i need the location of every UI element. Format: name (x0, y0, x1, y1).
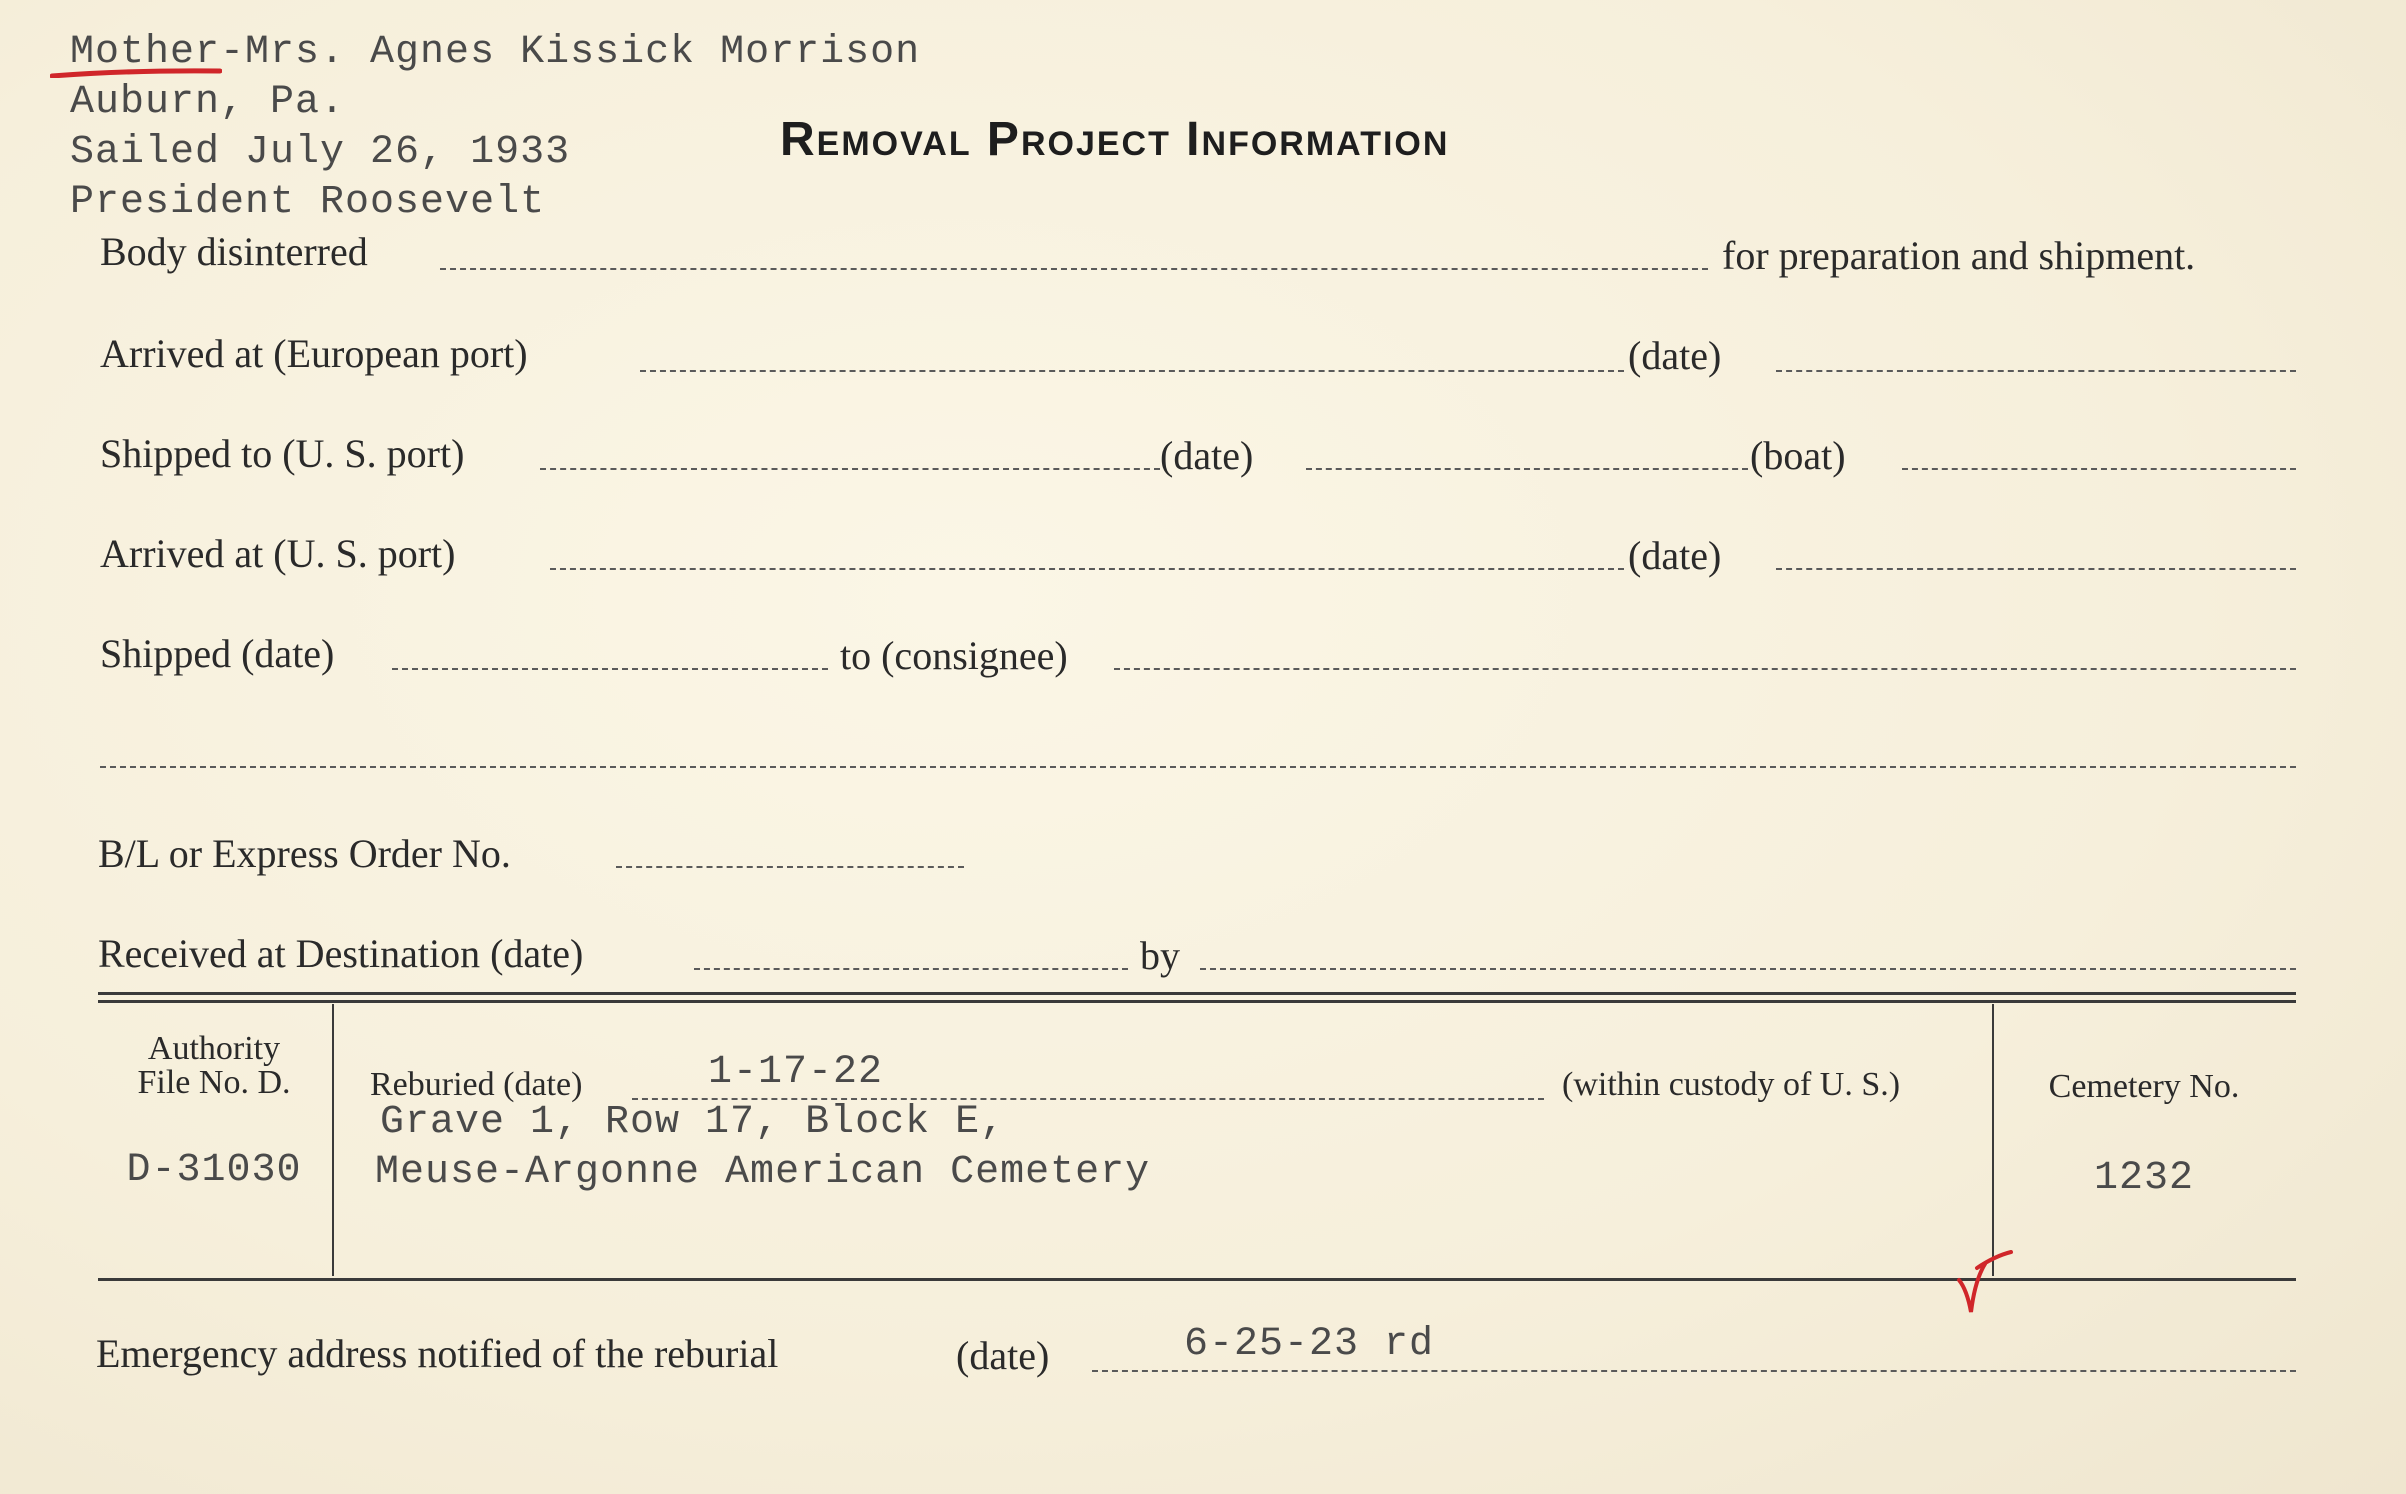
body-disinterred-line (440, 268, 1708, 270)
shipped-date-label: (date) (1160, 433, 1254, 478)
arrived-european-date-line (1776, 370, 2296, 372)
arrived-us-line (550, 568, 1624, 570)
red-check-mark (1955, 1250, 2015, 1330)
shipped-to-us-label: Shipped to (U. S. port) (100, 431, 465, 476)
box-top-rule-2 (98, 1000, 2296, 1003)
bl-order-line (616, 866, 964, 868)
reburied-date-label: Reburied (date) (370, 1066, 583, 1103)
arrived-european-date-label: (date) (1628, 333, 1722, 378)
file-no-label: File No. D. (137, 1064, 291, 1101)
cemetery-number: 1232 (2093, 1156, 2194, 1201)
by-line (1200, 968, 2296, 970)
to-consignee-label: to (consignee) (840, 633, 1068, 678)
boat-label: (boat) (1750, 433, 1846, 478)
ship-line: President Roosevelt (70, 180, 546, 225)
body-disinterred-label: Body disinterred (100, 229, 368, 274)
emergency-date-value: 6-25-23 rd (1184, 1322, 1435, 1367)
bl-order-label: B/L or Express Order No. (98, 831, 511, 876)
for-preparation-label: for preparation and shipment. (1722, 233, 2196, 278)
received-destination-line (694, 968, 1128, 970)
arrived-european-label: Arrived at (European port) (100, 331, 528, 376)
red-pencil-underline (50, 68, 222, 78)
emergency-date-label: (date) (956, 1333, 1050, 1378)
grave-location: Grave 1, Row 17, Block E, (380, 1100, 1006, 1145)
authority-label: Authority (147, 1030, 281, 1067)
custody-label: (within custody of U. S.) (1562, 1066, 1901, 1103)
arrived-us-date-line (1776, 568, 2296, 570)
emergency-label: Emergency address notified of the reburial (96, 1331, 779, 1376)
shipped-date-line (1306, 468, 1748, 470)
mother-line: Mother-Mrs. Agnes Kissick Morrison (70, 30, 921, 75)
authority-file-number: D-31030 (126, 1148, 302, 1193)
cemetery-name: Meuse-Argonne American Cemetery (375, 1150, 1151, 1195)
cemetery-no-label: Cemetery No. (2048, 1068, 2240, 1105)
shipped-to-us-line (540, 468, 1160, 470)
box-divider-right (1992, 1004, 1994, 1276)
box-divider-left (332, 1004, 334, 1276)
shipped-date-row-line (392, 668, 828, 670)
by-label: by (1140, 933, 1180, 978)
reburied-date-value: 1-17-22 (708, 1050, 884, 1095)
form-title: Removal Project Information (780, 113, 1450, 166)
to-consignee-line (1114, 668, 2296, 670)
arrived-european-line (640, 370, 1624, 372)
arrived-us-date-label: (date) (1628, 533, 1722, 578)
arrived-us-label: Arrived at (U. S. port) (100, 531, 456, 576)
sailed-line: Sailed July 26, 1933 (70, 130, 571, 175)
boat-line (1902, 468, 2296, 470)
city-line: Auburn, Pa. (70, 80, 346, 125)
emergency-date-line (1092, 1370, 2296, 1372)
consignee-continuation-line (100, 766, 2296, 768)
shipped-date-row-label: Shipped (date) (100, 631, 335, 676)
received-destination-label: Received at Destination (date) (98, 931, 584, 976)
box-top-rule-1 (98, 992, 2296, 995)
